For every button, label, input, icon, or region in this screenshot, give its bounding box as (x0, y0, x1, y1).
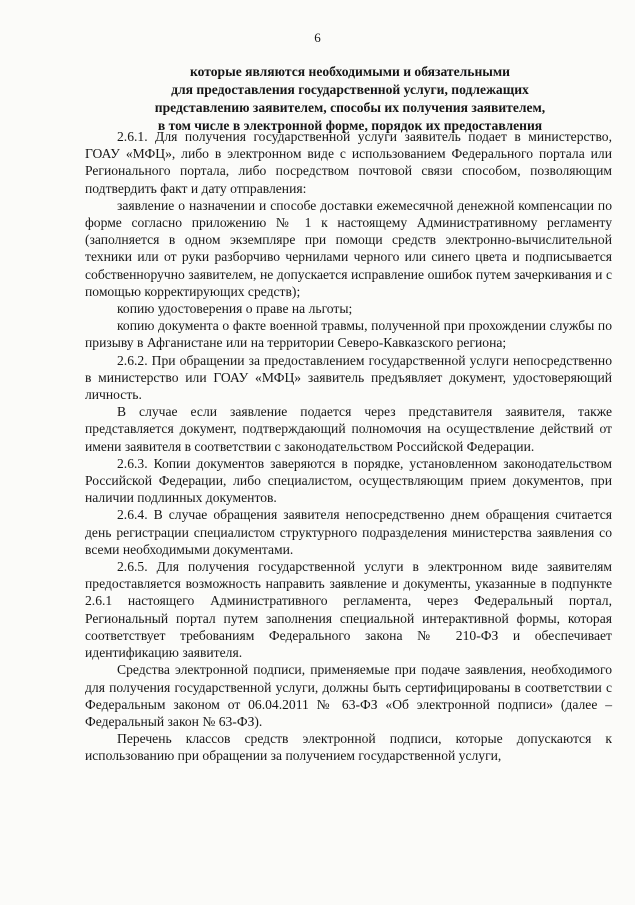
page-number: 6 (314, 30, 321, 45)
paragraph-signature-classes: Перечень классов средств электронной подписи, которые допускаются к использованию при обращении за получением государственной услуги, (85, 731, 612, 764)
paragraph-2-6-4: 2.6.4. В случае обращения заявителя непосредственно днем обращения считается день регистрации специалистом структурного подразделения министерства заявления со всеми необходимыми документами. (85, 507, 612, 557)
paragraph-certificate-item: копию удостоверения о праве на льготы; (117, 301, 353, 317)
paragraph-2-6-1: 2.6.1. Для получения государственной услуги заявитель подает в министерство, ГОАУ «МФЦ», либо в электронном виде с использованием Федерального портала или Регионального портала, либо посредством почтовой связи способом, позволяющим подтвердить факт и дату отправления: (85, 129, 612, 196)
heading-line: для предоставления государственной услуги, подлежащих (171, 82, 529, 97)
document-body (85, 128, 612, 765)
paragraph-2-6-5: 2.6.5. Для получения государственной услуги в электронном виде заявителям предоставляется возможность направить заявление и документы, указанные в подпункте 2.6.1 настоящего Административного регламента, через Федеральный портал, Региональный портал путем заполнения специальной интерактивной формы, которая соответствует требованиям Федерального закона № 210-ФЗ и обеспечивает идентификацию заявителя. (85, 559, 612, 661)
section-heading (90, 63, 610, 135)
heading-line: в том числе в электронной форме, порядок их предоставления (157, 118, 543, 133)
paragraph-2-6-3: 2.6.3. Копии документов заверяются в порядке, установленном законодательством Российской Федерации, либо специалистом, осуществляющим прием документов, при наличии подлинных документов. (85, 455, 612, 506)
paragraph-application-item: заявление о назначении и способе доставки ежемесячной денежной компенсации по форме согласно приложению № 1 к настоящему Административному регламенту (заполняется в одном экземпляре при помощи средств электронно-вычислительной техники или от руки разборчиво чернилами черного или синего цвета и подписывается собственноручно заявителем, не допускается исправление ошибок путем зачеркивания и с помощью корректирующих средств); (85, 197, 612, 299)
heading-line: представлению заявителем, способы их получения заявителем, (154, 100, 546, 115)
heading-line: которые являются необходимыми и обязательными (189, 64, 511, 79)
paragraph-representative: В случае если заявление подается через представителя заявителя, также представляется документ, подтверждающий полномочия на осуществление действий от имени заявителя в соответствии с законодательством Российской Федерации. (85, 404, 612, 454)
paragraph-electronic-signature: Средства электронной подписи, применяемые при подаче заявления, необходимого для получения государственной услуги, должны быть сертифицированы в соответствии с Федеральным законом от 06.04.2011 № 63-ФЗ «Об электронной подписи» (далее – Федеральный закон № 63-ФЗ). (85, 662, 612, 729)
paragraph-injury-document-item: копию документа о факте военной травмы, полученной при прохождении службы по призыву в Афганистане или на территории Северо-Кавказского региона; (85, 318, 612, 351)
paragraph-2-6-2: 2.6.2. При обращении за предоставлением государственной услуги непосредственно в министерство или ГОАУ «МФЦ» заявитель предъявляет документ, удостоверяющий личность. (85, 352, 612, 403)
